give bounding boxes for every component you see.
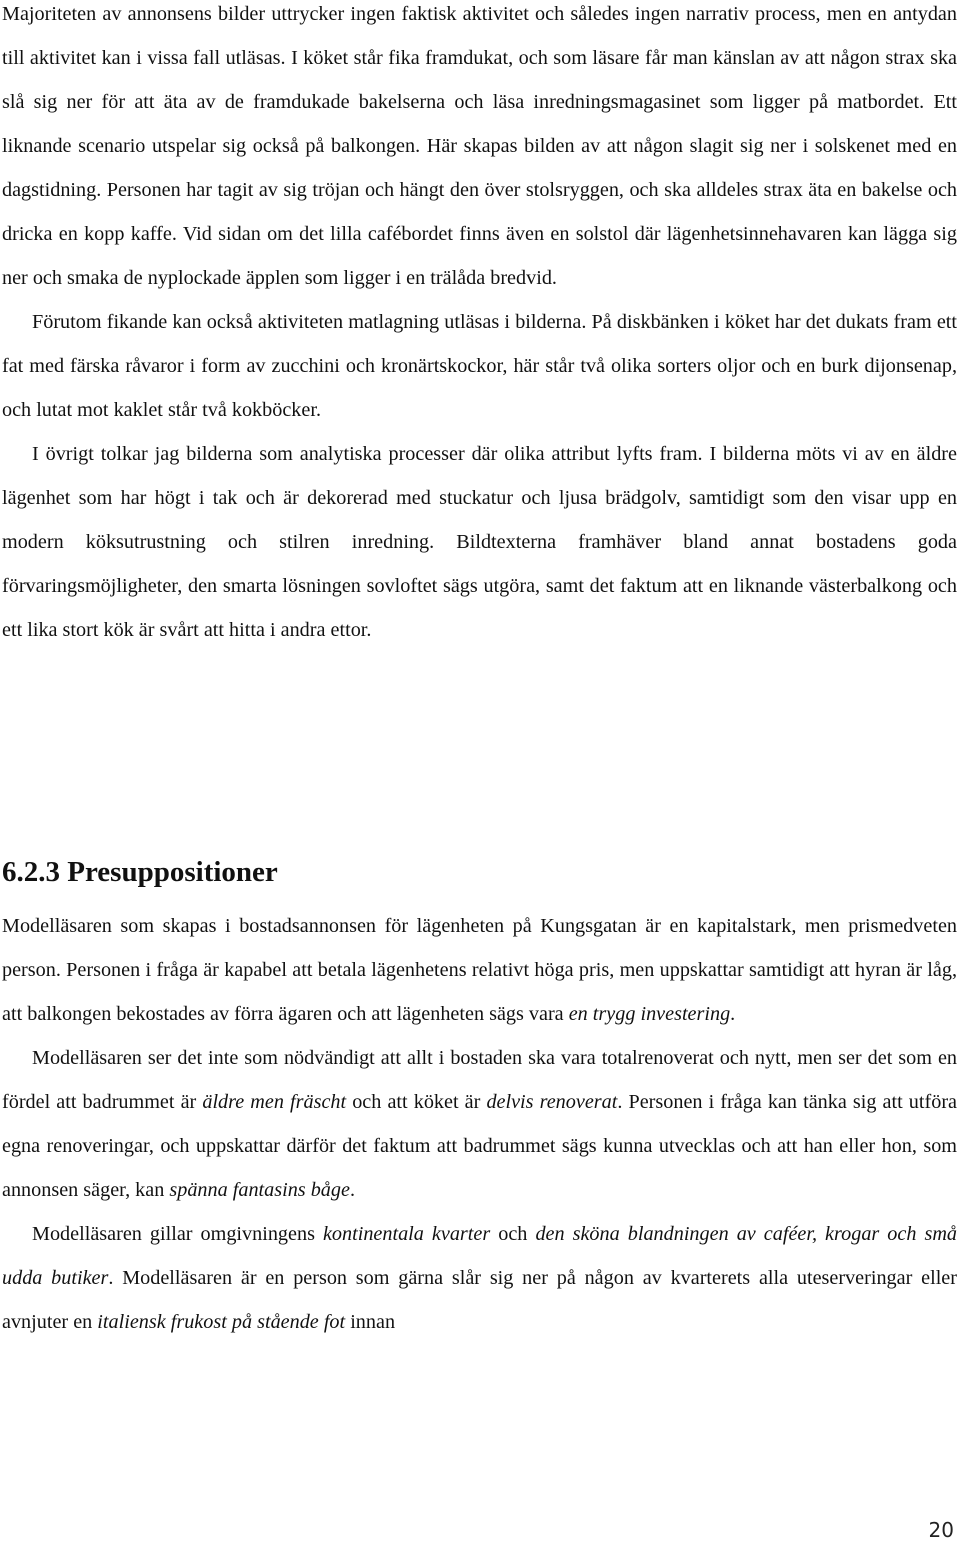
text-run: Modelläsaren som skapas i bostadsannonsen för lägenheten på Kungsgatan är en kapitalstark, men prismedveten person. Personen i fråga är kapabel att betala lägenhetens relativt höga pris, men uppskattar samtidigt att hyran är låg, att balkongen bekostades av förra ägaren och att lägenheten sägs vara [2, 915, 957, 1025]
text-run: . Personen i fråga kan tänka sig att utföra egna renoveringar, och uppskattar därför det faktum att badrummet sägs kunna utvecklas och att han eller hon, som annonsen säger, kan [2, 1091, 958, 1201]
quote-run: delvis renoverat [486, 1091, 618, 1113]
text-run: Modelläsaren gillar omgivningens [32, 1223, 323, 1245]
paragraph-aktivitet: Majoriteten av annonsens bilder uttrycker ingen faktisk aktivitet och således ingen narrativ process, men en antydan till aktivitet kan i vissa fall utläsas. I köket står fika framdukat, och som läsare får man känslan av att någon strax ska slå sig ner för att äta av de framdukade bakelserna och läsa inredningsmagasinet som ligger på matbordet. Ett liknande scenario utspelar sig också på balkongen. Här skapas bilden av att någon slagit sig ner i solskenet med en dagstidning. Personen har tagit av sig tröjan och hängt den över stolsryggen, och ska alldeles strax äta en bakelse och dricka en kopp kaffe. Vid sidan om det lilla cafébordet finns även en solstol där lägenhetsinnehavaren kan lägga sig ner och smaka de nyplockade äpplen som ligger i en trälåda bredvid. [2, 3, 957, 289]
section-heading: 6.2.3 Presuppositioner [2, 856, 278, 888]
text-run: innan [345, 1311, 396, 1333]
quote-run: äldre men fräscht [202, 1091, 347, 1113]
quote-run: italiensk frukost på stående fot [97, 1311, 346, 1333]
text-run: . Modelläsaren är en person som gärna slår sig ner på någon av kvarterets alla uteserveringar eller avnjuter en [2, 1267, 957, 1333]
quote-run: spänna fantasins båge [169, 1179, 350, 1201]
quote-run: en trygg investering [568, 1003, 731, 1025]
text-run: Modelläsaren ser det inte som nödvändigt att allt i bostaden ska vara totalrenoverat och nytt, men ser det som en fördel att badrummet är [2, 1047, 957, 1113]
text-run: . [349, 1179, 355, 1201]
page-number: 20 [928, 1518, 954, 1542]
section-presuppositioner [2, 904, 957, 1344]
paragraph-analytiska-processer: I övrigt tolkar jag bilderna som analytiska processer där olika attribut lyfts fram. I bilderna möts vi av en äldre lägenhet som har högt i tak och är dekorerad med stuckatur och ljusa brädgolv, samtidigt som den visar upp en modern köksutrustning och stilren inredning. Bildtexterna framhäver bland annat bostadens goda förvaringsmöjligheter, den smarta lösningen sovloftet sägs utgöra, samt det faktum att en liknande västerbalkong och ett lika stort kök är svårt att hitta i andra ettor. [2, 443, 957, 641]
paragraph-modellasare-3 [2, 1212, 957, 1344]
paragraph-matlagning: Förutom fikande kan också aktiviteten matlagning utläsas i bilderna. På diskbänken i köket har det dukats fram ett fat med färska råvaror i form av zucchini och kronärtskockor, här står två olika sorters oljor och en burk dijonsenap, och lutat mot kaklet står två kokböcker. [2, 311, 957, 421]
quote-run: den sköna blandningen av caféer, krogar och små udda butiker [2, 1223, 958, 1289]
quote-run: kontinentala kvarter [322, 1223, 491, 1245]
paragraph-modellasare-2 [2, 1036, 957, 1212]
paragraph-modellasare-1 [2, 904, 957, 1036]
text-run: . [730, 1003, 736, 1025]
text-run: och [490, 1223, 536, 1245]
text-run: och att köket är [346, 1091, 487, 1113]
